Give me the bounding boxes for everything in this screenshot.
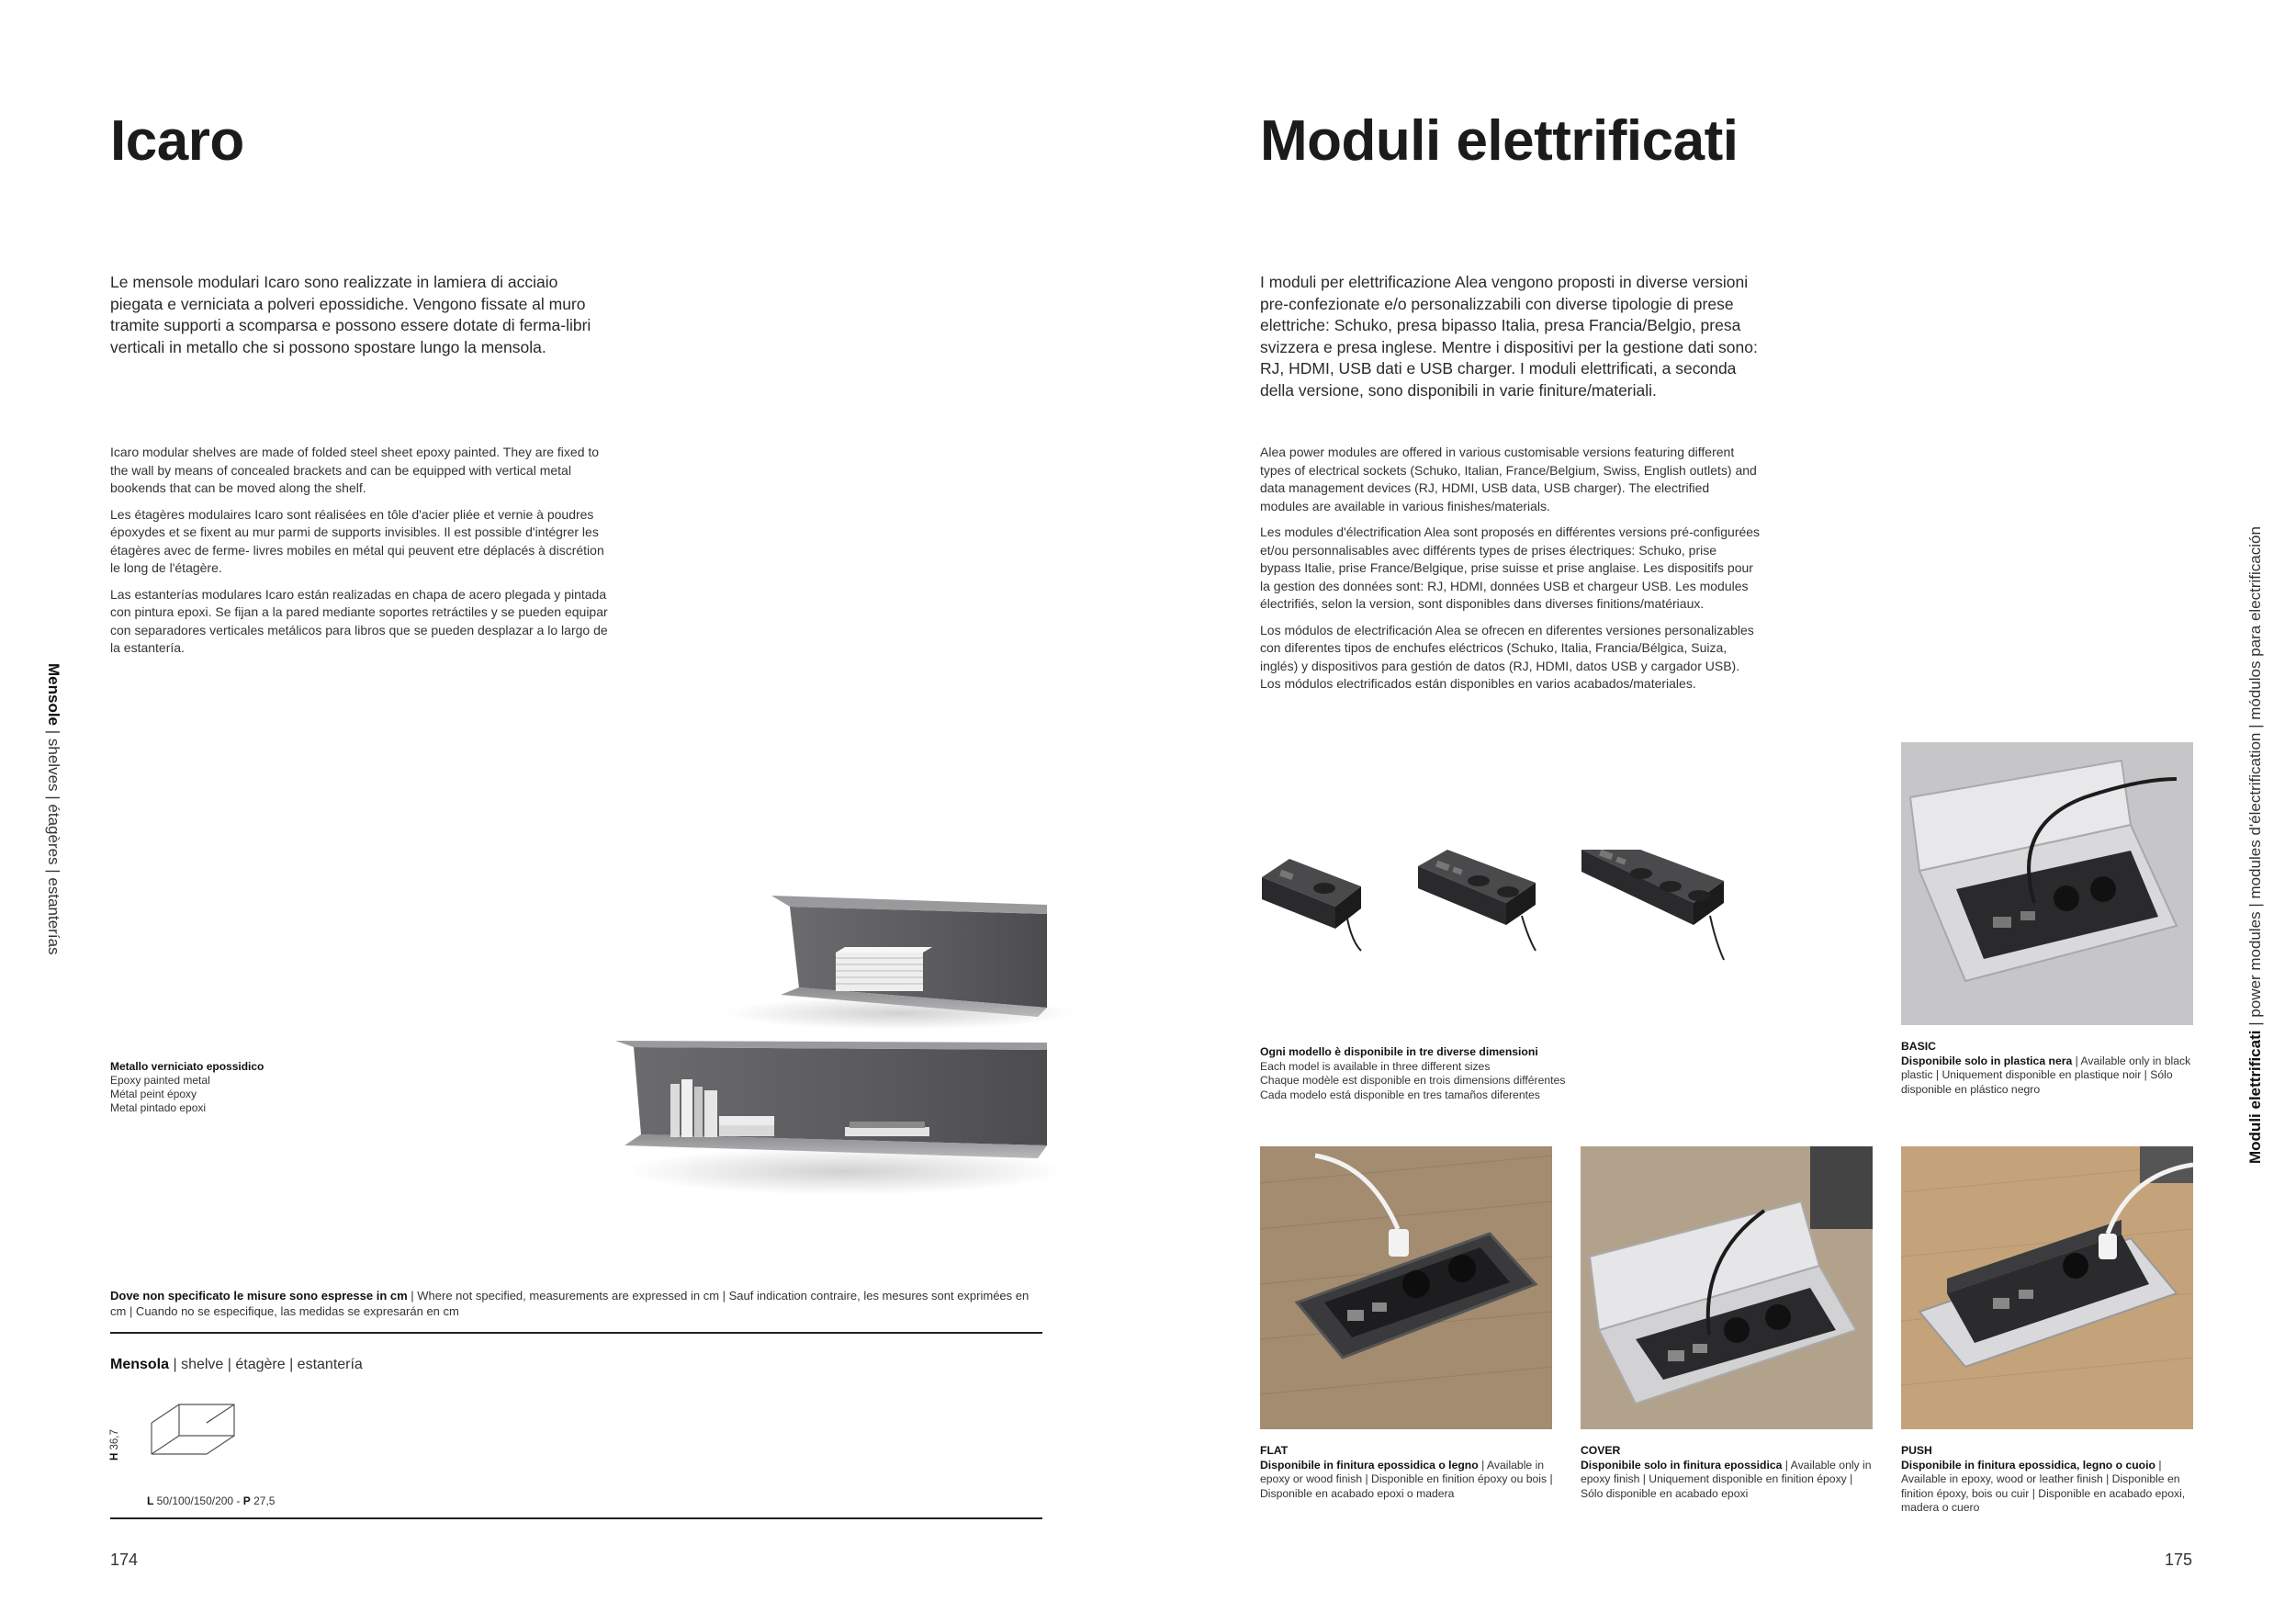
text-es-left: Las estanterías modulares Icaro están realizadas en chapa de acero plegada y pintada con pintura epoxi. Se fijan a la pared mediante soportes retráctiles y se pueden equipar con separadores verticales metálicos para libros que se pueden desplazar a lo largo de la estantería. <box>110 586 608 655</box>
tablets <box>845 1122 929 1136</box>
side-label-left-rest: | shelves | étagères | estanterías <box>45 726 62 955</box>
flat-bold: Disponibile in finitura epossidica o legno <box>1260 1458 1479 1472</box>
basic-name: BASIC <box>1901 1040 1936 1053</box>
cover-caption <box>1581 1444 1874 1501</box>
translations-left <box>110 444 613 666</box>
push-caption <box>1901 1444 2200 1516</box>
push-rest: | Available in epoxy, wood or leather finish | Disponible en finition époxy, bois ou cuir | Disponible en acabado epoxi, madera o cuero <box>1901 1458 2186 1514</box>
flat-module-photo <box>1260 1146 1552 1429</box>
flat-rest: | Available in epoxy or wood finish | Disponible en finition époxy ou bois | Disponible en acabado epoxi o madera <box>1260 1458 1553 1500</box>
dimension-depth-value: 27,5 <box>250 1494 276 1507</box>
measurement-note-rest: | Where not specified, measurements are expressed in cm | Sauf indication contraire, les mesures sont exprimées en cm | Cuando no se especifique, las medidas se expresarán en cm <box>110 1289 1030 1318</box>
divider-bottom-left <box>110 1517 1042 1519</box>
shelf-illustration <box>615 896 1075 1199</box>
module-large <box>1581 850 1724 960</box>
shelf-product-image <box>615 896 1075 1199</box>
module-sizes-image <box>1260 850 1738 978</box>
product-heading-left <box>110 1357 363 1373</box>
basic-module-photo <box>1901 742 2193 1025</box>
side-label-left <box>44 663 62 955</box>
dimension-height-label: H <box>109 1452 120 1460</box>
finish-caption-line1: Epoxy painted metal <box>110 1074 210 1087</box>
side-label-left-bold: Mensole <box>45 663 62 727</box>
cover-bold: Disponibile solo in finitura epossidica <box>1581 1458 1783 1472</box>
side-label-right-rest: | power modules | modules d'électrification | módulos para electrificación <box>2246 526 2264 1031</box>
finish-caption-title: Metallo verniciato epossidico <box>110 1060 264 1073</box>
shelf-outline-icon <box>142 1401 243 1465</box>
text-es-right: Los módulos de electrificación Alea se ofrecen en diferentes versiones personalizables con diferentes tipos de enchufes eléctricos (Schuko, Italia, Francia/Bélgica, Suiza, inglés) y dispositivos para gestión de datos (RJ, HDMI, datos USB y cargador USB). Los módulos electrificados están disponibles en varios acabados/materiales. <box>1260 622 1754 691</box>
dimension-height <box>108 1429 122 1460</box>
product-heading-rest: | shelve | étagère | estantería <box>169 1357 363 1372</box>
basic-caption <box>1901 1040 2200 1097</box>
sizes-caption-line3: Cada modelo está disponible en tres tamaños diferentes <box>1260 1088 1540 1101</box>
power-modules-illustration <box>1260 850 1738 978</box>
cover-module-photo <box>1581 1146 1873 1429</box>
text-fr-left: Les étagères modulaires Icaro sont réalisées en tôle d'acier pliée et vernie à poudres époxydes et se fixent au mur parmi de supports invisibles. Il est possible d'intégrer les étagères avec de ferme- livres mobiles en métal qui peuvent etre déplacés à discrétion le long de l'étagère. <box>110 506 604 575</box>
page-title-left: Icaro <box>110 109 244 173</box>
dimension-length-depth <box>147 1494 275 1508</box>
dimension-length-value: 50/100/150/200 - <box>153 1494 243 1507</box>
sizes-caption <box>1260 1045 1627 1102</box>
intro-paragraph-left: Le mensole modulari Icaro sono realizzate in lamiera di acciaio piegata e verniciata a polveri epossidiche. Vengono fissate al muro tramite supporti a scomparsa e possono essere dotate di ferma-libri verticali in metallo che si possono spostare lungo la mensola. <box>110 273 591 356</box>
dimension-length-label: L <box>147 1494 154 1507</box>
basic-rest: | Available only in black plastic | Uniquement disponible en plastique noir | Sólo disponible en plástico negro <box>1901 1054 2191 1096</box>
side-label-right-bold: Moduli elettrificati <box>2246 1030 2264 1164</box>
measurement-note-bold: Dove non specificato le misure sono espresse in cm <box>110 1289 408 1303</box>
text-en-right: Alea power modules are offered in various customisable versions featuring different types of electrical sockets (Schuko, Italian, France/Belgium, Swiss, English outlets) and data management devices (RJ, HDMI, USB data, USB charger). The electrified modules are available in various finishes/materials. <box>1260 445 1757 513</box>
push-module-photo <box>1901 1146 2193 1429</box>
basic-bold: Disponibile solo in plastica nera <box>1901 1054 2073 1067</box>
paper-stack <box>836 947 932 991</box>
finish-caption-line2: Métal peint époxy <box>110 1088 197 1100</box>
page-number-left: 174 <box>110 1551 139 1569</box>
push-bold: Disponibile in finitura epossidica, legno o cuoio <box>1901 1458 2155 1472</box>
finish-caption-left <box>110 1060 386 1115</box>
text-en-left: Icaro modular shelves are made of folded steel sheet epoxy painted. They are fixed to the wall by means of concealed brackets and can be equipped with vertical metal bookends that can be moved along the shelf. <box>110 445 600 495</box>
text-fr-right: Les modules d'électrification Alea sont proposés en différentes versions pré-configurées et/ou personnalisables avec différents types de prises électriques: Schuko, prise bypass Italie, prise France/Belgique, prise suisse et prise anglaise. Les dispositifs pour la gestion des données sont: RJ, HDMI, données USB et chargeur USB. Les modules électrifiés, selon la version, sont disponibles dans diverses finitions/matériaux. <box>1260 524 1761 611</box>
module-medium <box>1418 850 1536 951</box>
shelf-dimension-drawing <box>142 1401 243 1465</box>
module-small <box>1262 859 1361 951</box>
flat-caption <box>1260 1444 1554 1501</box>
dimension-depth-label: P <box>242 1494 251 1507</box>
sizes-caption-line1: Each model is available in three different sizes <box>1260 1059 1491 1073</box>
cover-rest: | Available only in epoxy finish | Uniquement disponible en finition époxy | Sólo disponible en acabado epoxi <box>1581 1458 1872 1500</box>
flat-name: FLAT <box>1260 1444 1289 1457</box>
cover-name: COVER <box>1581 1444 1621 1457</box>
dimension-height-value: 36,7 <box>109 1429 120 1453</box>
side-label-right <box>2246 526 2265 1164</box>
measurement-note <box>110 1288 1038 1319</box>
intro-paragraph-right: I moduli per elettrificazione Alea vengono proposti in diverse versioni pre-confezionate e/o personalizzabili con diverse tipologie di prese elettriche: Schuko, presa bipasso Italia, presa Francia/Belgio, presa svizzera e presa inglese. Mentre i dispositivi per la gestione dati sono: RJ, HDMI, USB dati e USB charger. I moduli elettrificati, a seconda della versione, sono disponibili in varie finiture/materiali. <box>1260 273 1758 400</box>
push-name: PUSH <box>1901 1444 1932 1457</box>
divider-top-left <box>110 1332 1042 1334</box>
sizes-caption-line2: Chaque modèle est disponible en trois dimensions différentes <box>1260 1074 1566 1087</box>
product-heading-bold: Mensola <box>110 1357 170 1372</box>
finish-caption-line3: Metal pintado epoxi <box>110 1101 207 1114</box>
page-number-right: 175 <box>2165 1551 2193 1569</box>
sizes-caption-title: Ogni modello è disponibile in tre diverse dimensioni <box>1260 1045 1538 1058</box>
translations-right <box>1260 444 1761 702</box>
page-title-right: Moduli elettrificati <box>1260 109 1739 173</box>
